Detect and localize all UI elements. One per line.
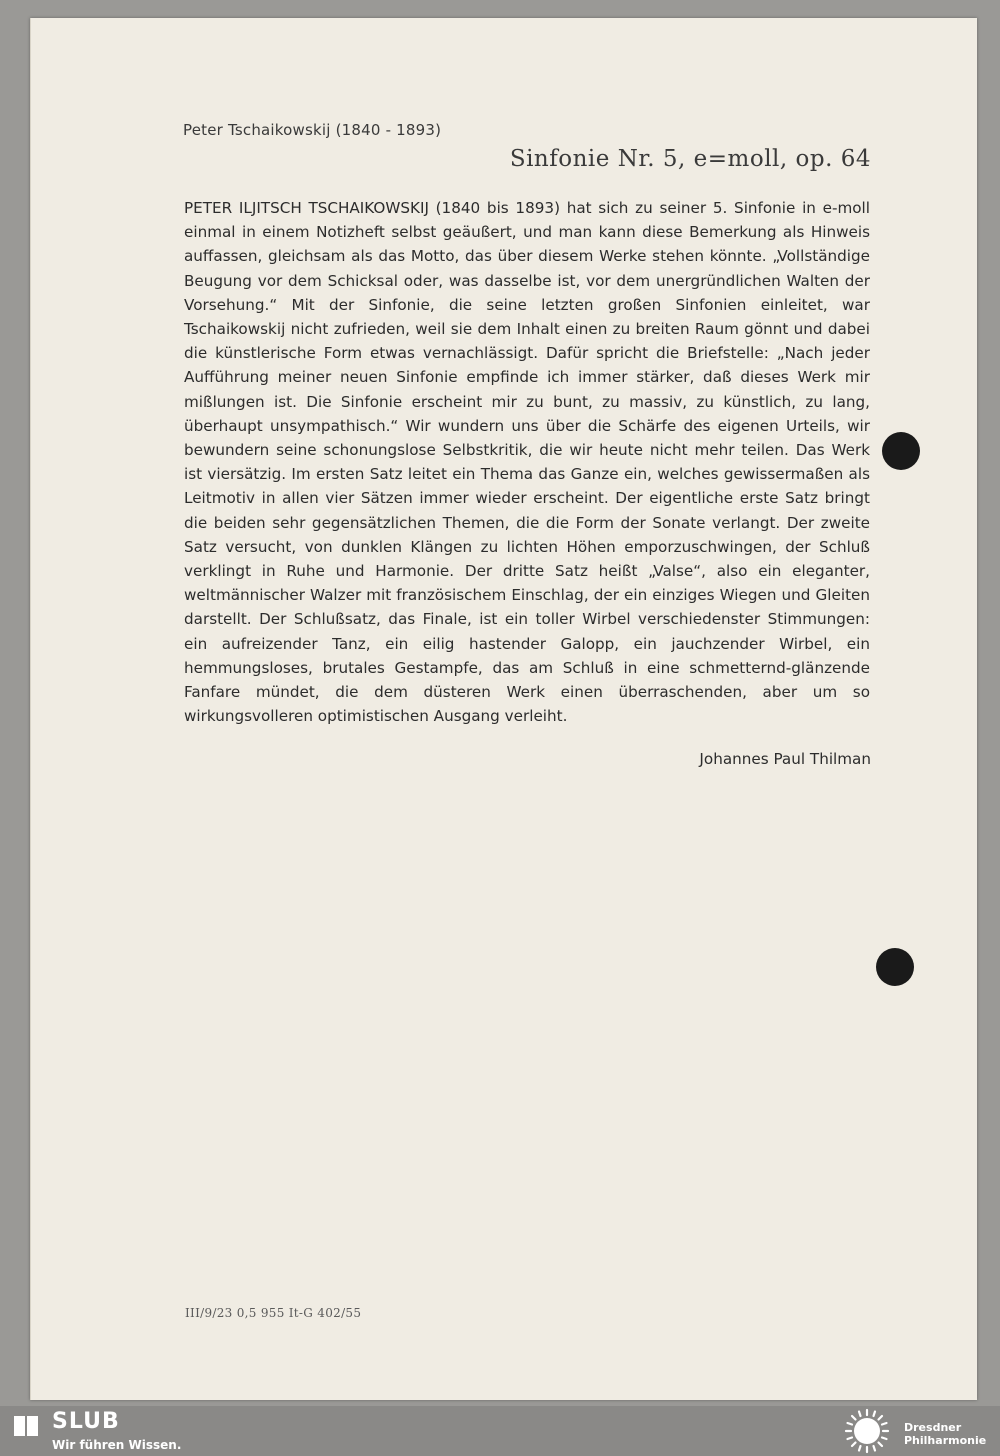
- author-signature: Johannes Paul Thilman: [699, 750, 871, 768]
- slub-tagline: Wir führen Wissen.: [52, 1438, 182, 1452]
- slub-name[interactable]: SLUB: [52, 1409, 120, 1434]
- composer-header: Peter Tschaikowskij (1840 - 1893): [183, 121, 442, 139]
- print-code: III/9/23 0,5 955 It-G 402/55: [185, 1306, 362, 1320]
- partner-name[interactable]: Dresdner Philharmonie: [904, 1421, 987, 1447]
- philharmonie-sun-icon[interactable]: [842, 1407, 892, 1455]
- footer-bar: [0, 1406, 1000, 1456]
- document-page: [30, 18, 977, 1400]
- slub-book-icon[interactable]: [12, 1412, 40, 1440]
- work-title: Sinfonie Nr. 5, e=moll, op. 64: [509, 146, 871, 172]
- punch-hole-lower: [876, 948, 914, 986]
- program-note-text: PETER ILJITSCH TSCHAIKOWSKIJ (1840 bis 1893) hat sich zu seiner 5. Sinfonie in e-moll einmal in einem Notizheft selbst geäußert, und man kann diese Bemerkung als Hinweis auffassen, gleichsam als das Motto, das über diesem Werke stehen könnte. „Vollständige Beugung vor dem Schicksal oder, was dasselbe ist, vor dem unergründlichen Walten der Vorsehung.“ Mit der Sinfonie, die seine letzten großen Sinfonien einleitet, war Tschaikowskij nicht zufrieden, weil sie dem Inhalt einen zu breiten Raum gönnt und dabei die künstlerische Form etwas vernachlässigt. Dafür spricht die Briefstelle: „Nach jeder Aufführung meiner neuen Sinfonie empfinde ich immer stärker, daß dieses Werk mir mißlungen ist. Die Sinfonie erscheint mir zu bunt, zu massiv, zu künstlich, zu lang, überhaupt unsympathisch.“ Wir wundern uns über die Schärfe des eigenen Urteils, wir bewundern seine schonungslose Selbstkritik, die wir heute nicht mehr teilen. Das Werk ist viersätzig. Im ersten Satz leitet ein Thema das Ganze ein, welches gewissermaßen als Leitmotiv in allen vier Sätzen immer wieder erscheint. Der eigentliche erste Satz bringt die beiden sehr gegensätzlichen Themen, die die Form der Sonate verlangt. Der zweite Satz versucht, von dunklen Klängen zu lichten Höhen emporzuschwingen, der Schluß verklingt in Ruhe und Harmonie. Der dritte Satz heißt „Valse“, also ein eleganter, weltmännischer Walzer mit französischem Einschlag, der ein einziges Wiegen und Gleiten darstellt. Der Schlußsatz, das Finale, ist ein toller Wirbel verschiedenster Stimmungen: ein aufreizender Tanz, ein eilig hastender Galopp, ein jauchzender Wirbel, ein hemmungsloses, brutales Gestampfe, das am Schluß in eine schmetternd-glänzende Fanfare mündet, die dem düsteren Werk einen überraschenden, aber um so wirkungsvolleren optimistischen Ausgang verleiht.: [184, 199, 870, 726]
- punch-hole-upper: [882, 432, 920, 470]
